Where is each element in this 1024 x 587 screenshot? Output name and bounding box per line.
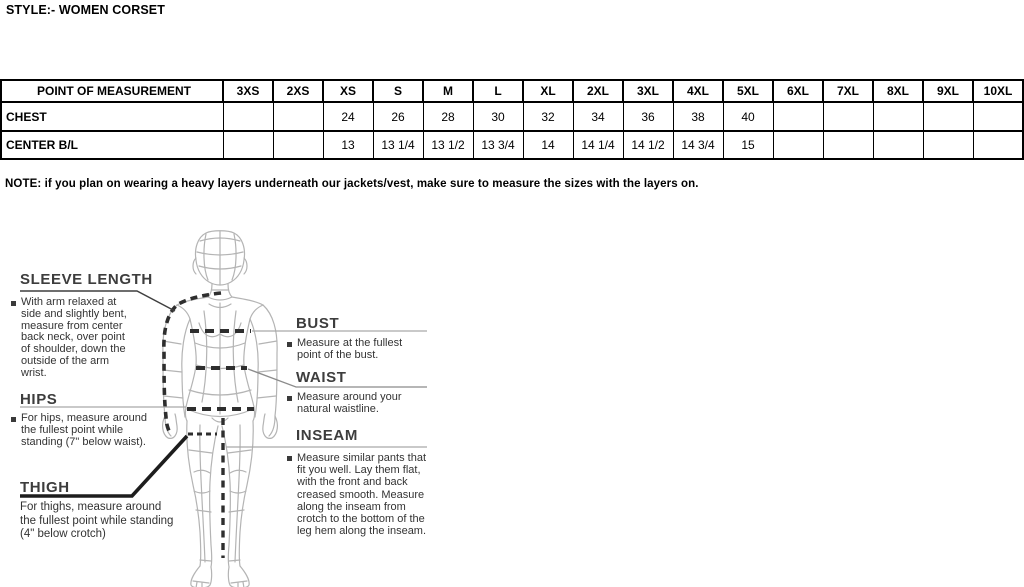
size-value-cell: 14: [523, 131, 573, 159]
page-title: STYLE:- WOMEN CORSET: [6, 3, 165, 17]
size-value-cell: 14 3/4: [673, 131, 723, 159]
bullet-icon: [11, 417, 16, 422]
sleeve-length-description: With arm relaxed at side and slightly bent, measure from center back neck, over point of shoulder, down the outside of the arm wrist.: [21, 296, 127, 379]
note-text: NOTE: if you plan on wearing a heavy layers underneath our jackets/vest, make sure to measure the sizes with the layers on.: [5, 178, 699, 190]
size-col-header: 3XL: [623, 80, 673, 102]
size-col-header: 3XS: [223, 80, 273, 102]
size-value-cell: 13 1/4: [373, 131, 423, 159]
size-col-header: L: [473, 80, 523, 102]
hips-title: HIPS: [20, 391, 58, 408]
waist-title: WAIST: [296, 369, 347, 386]
waist-description: Measure around your natural waistline.: [297, 391, 402, 415]
size-value-cell: 26: [373, 102, 423, 131]
size-value-cell: [823, 102, 873, 131]
thigh-title: THIGH: [20, 479, 70, 496]
table-row: [1, 131, 1023, 159]
size-value-cell: 13 1/2: [423, 131, 473, 159]
size-col-header: M: [423, 80, 473, 102]
size-value-cell: [273, 102, 323, 131]
size-col-header: 5XL: [723, 80, 773, 102]
size-col-header: XL: [523, 80, 573, 102]
bust-description: Measure at the fullest point of the bust.: [297, 337, 403, 361]
size-value-cell: 36: [623, 102, 673, 131]
size-col-header: 2XL: [573, 80, 623, 102]
size-value-cell: [823, 131, 873, 159]
size-col-header: XS: [323, 80, 373, 102]
size-value-cell: [873, 131, 923, 159]
size-value-cell: 28: [423, 102, 473, 131]
size-value-cell: [223, 131, 273, 159]
size-value-cell: [273, 131, 323, 159]
sleeve-dashed-line: [164, 293, 221, 433]
size-value-cell: [973, 131, 1023, 159]
size-col-header: 6XL: [773, 80, 823, 102]
size-value-cell: 15: [723, 131, 773, 159]
inseam-title: INSEAM: [296, 427, 358, 444]
size-value-cell: 13: [323, 131, 373, 159]
bullet-icon: [287, 456, 292, 461]
size-value-cell: 32: [523, 102, 573, 131]
inseam-description: Measure similar pants that fit you well. Lay them flat, with the front and back creased smooth. Measure along the inseam from crotch to the bottom of the leg hem along the inseam.: [297, 452, 427, 538]
size-col-header: 8XL: [873, 80, 923, 102]
row-label: CENTER B/L: [1, 131, 223, 159]
point-of-measurement-header: POINT OF MEASUREMENT: [1, 80, 223, 102]
bullet-icon: [11, 301, 16, 306]
size-value-cell: [923, 131, 973, 159]
size-value-cell: 24: [323, 102, 373, 131]
thigh-description: For thighs, measure around the fullest point while standing (4" below crotch): [20, 501, 174, 540]
size-header-row: [1, 80, 1023, 102]
bullet-icon: [287, 396, 292, 401]
size-value-cell: 34: [573, 102, 623, 131]
size-table: [0, 79, 1024, 160]
size-col-header: 4XL: [673, 80, 723, 102]
size-value-cell: [223, 102, 273, 131]
bust-title: BUST: [296, 315, 340, 332]
row-label: CHEST: [1, 102, 223, 131]
size-value-cell: [923, 102, 973, 131]
size-col-header: 9XL: [923, 80, 973, 102]
size-value-cell: 38: [673, 102, 723, 131]
bullet-icon: [287, 342, 292, 347]
size-value-cell: 40: [723, 102, 773, 131]
size-col-header: 7XL: [823, 80, 873, 102]
size-value-cell: [873, 102, 923, 131]
hips-description: For hips, measure around the fullest point while standing (7" below waist).: [21, 412, 147, 448]
size-value-cell: [773, 102, 823, 131]
size-value-cell: 14 1/4: [573, 131, 623, 159]
size-table-body: [1, 102, 1023, 159]
sleeve-length-title: SLEEVE LENGTH: [20, 271, 153, 288]
size-col-header: S: [373, 80, 423, 102]
size-value-cell: [973, 102, 1023, 131]
size-value-cell: 13 3/4: [473, 131, 523, 159]
size-col-header: 2XS: [273, 80, 323, 102]
size-value-cell: [773, 131, 823, 159]
size-value-cell: 30: [473, 102, 523, 131]
size-value-cell: 14 1/2: [623, 131, 673, 159]
table-row: [1, 102, 1023, 131]
size-col-header: 10XL: [973, 80, 1023, 102]
